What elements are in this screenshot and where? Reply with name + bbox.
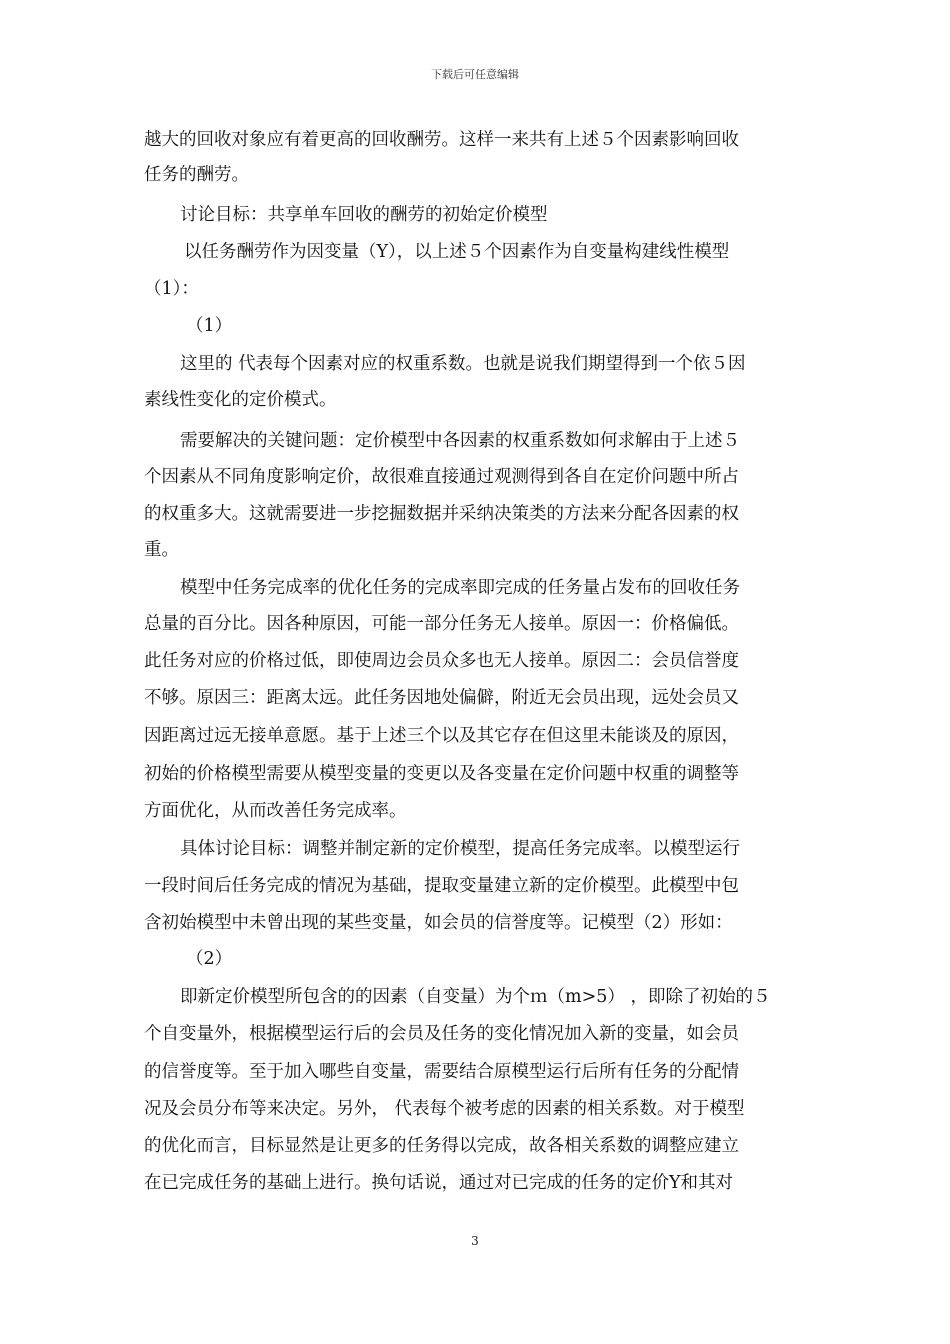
text-line: 初始的价格模型需要从模型变量的变更以及各变量在定价问题中权重的调整等 xyxy=(144,764,739,784)
text-line: 不够。原因三：距离太远。此任务因地处偏僻，附近无会员出现，远处会员又 xyxy=(144,688,739,708)
text-line: 以任务酬劳作为因变量（Y），以上述５个因素作为自变量构建线性模型 xyxy=(184,242,730,262)
text-line: 况及会员分布等来决定。另外， 代表每个被考虑的因素的相关系数。对于模型 xyxy=(144,1099,745,1119)
text-line: 此任务对应的价格过低，即使周边会员众多也无人接单。原因二：会员信誉度 xyxy=(144,651,739,671)
section-heading: 具体讨论目标：调整并制定新的定价模型，提高任务完成率。以模型运行 xyxy=(180,839,740,859)
text-line: 含初始模型中未曾出现的某些变量，如会员的信誉度等。记模型（2）形如： xyxy=(144,913,733,933)
equation-number: （2） xyxy=(186,949,233,969)
equation-number: （1） xyxy=(186,316,233,336)
text-line: 的权重多大。这就需要进一步挖掘数据并采纳决策类的方法来分配各因素的权 xyxy=(144,504,739,524)
text-line: 个因素从不同角度影响定价，故很难直接通过观测得到各自在定价问题中所占 xyxy=(144,467,739,487)
text-line: 个自变量外，根据模型运行后的会员及任务的变化情况加入新的变量，如会员 xyxy=(144,1024,739,1044)
text-line: （1）： xyxy=(144,279,199,299)
text-line: 的优化而言，目标显然是让更多的任务得以完成，故各相关系数的调整应建立 xyxy=(144,1136,739,1156)
page-header: 下载后可任意编辑 xyxy=(431,68,519,81)
text-line: 这里的 代表每个因素对应的权重系数。也就是说我们期望得到一个依５因 xyxy=(180,354,746,374)
section-heading: 讨论目标：共享单车回收的酬劳的初始定价模型 xyxy=(180,205,548,225)
text-line: 总量的百分比。因各种原因，可能一部分任务无人接单。原因一：价格偏低。 xyxy=(144,614,739,634)
text-line: 素线性变化的定价模式。 xyxy=(144,390,337,410)
text-line: 的信誉度等。至于加入哪些自变量，需要结合原模型运行后所有任务的分配情 xyxy=(144,1062,739,1082)
text-line: 模型中任务完成率的优化任务的完成率即完成的任务量占发布的回收任务 xyxy=(180,578,740,598)
text-line: 任务的酬劳。 xyxy=(144,165,249,185)
page-number: 3 xyxy=(471,1234,479,1248)
text-line: 越大的回收对象应有着更高的回收酬劳。这样一来共有上述５个因素影响回收 xyxy=(144,130,739,150)
section-heading: 需要解决的关键问题：定价模型中各因素的权重系数如何求解由于上述５ xyxy=(180,431,740,451)
text-line: 即新定价模型所包含的的因素（自变量）为个ｍ（m>5） ，即除了初始的５ xyxy=(180,987,771,1007)
text-line: 一段时间后任务完成的情况为基础，提取变量建立新的定价模型。此模型中包 xyxy=(144,876,739,896)
text-line: 在已完成任务的基础上进行。换句话说，通过对已完成的任务的定价Y和其对 xyxy=(144,1173,734,1193)
text-line: 方面优化，从而改善任务完成率。 xyxy=(144,801,407,821)
text-line: 因距离过远无接单意愿。基于上述三个以及其它存在但这里未能谈及的原因， xyxy=(144,726,739,746)
text-line: 重。 xyxy=(144,540,179,560)
